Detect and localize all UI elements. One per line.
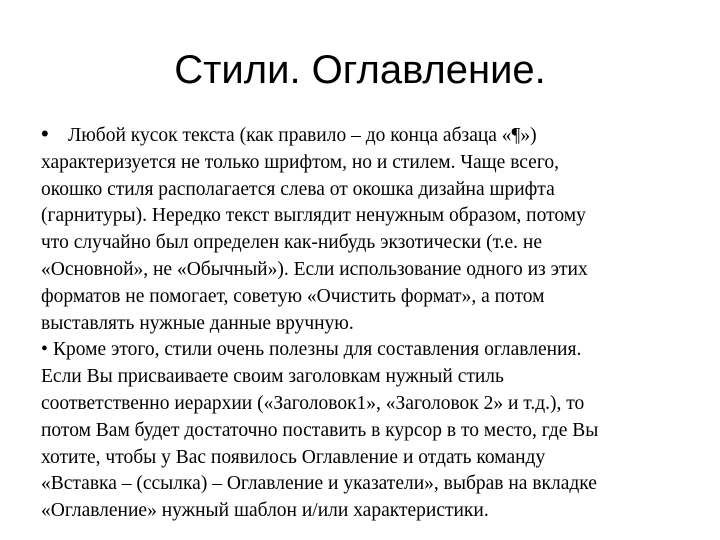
text-line: Если Вы присваиваете своим заголовкам нужный стиль (41, 366, 504, 388)
bullet-icon: • (41, 339, 48, 361)
text-line: соответственно иерархии («Заголовок1», «Заголовок 2» и т.д.), то (41, 392, 585, 414)
text-line: «Вставка – (ссылка) – Оглавление и указатели», выбрав на вкладке (41, 473, 597, 495)
paragraph-2 (41, 337, 691, 525)
text-line-content: Любой кусок текста (как правило – до конца абзаца «¶») (68, 125, 537, 146)
text-line: форматов не помогает, советую «Очистить формат», а потом (41, 285, 545, 307)
text-line: «Основной», не «Обычный»). Если использование одного из этих (41, 258, 588, 280)
text-line-content: Кроме этого, стили очень полезны для составления оглавления. (53, 339, 582, 361)
text-line: характеризуется не только шрифтом, но и стилем. Чаще всего, (41, 151, 559, 173)
slide-title: Стили. Оглавление. (174, 48, 546, 92)
bullet-icon: • (41, 121, 49, 146)
slide-body (41, 121, 691, 525)
text-line (41, 337, 691, 364)
text-line: окошко стиля располагается слева от окошка дизайна шрифта (41, 178, 555, 200)
text-line: (гарнитуры). Нередко текст выглядит ненужным образом, потому (41, 205, 586, 227)
paragraph-1 (41, 121, 691, 337)
text-line: «Оглавление» нужный шаблон и/или характеристики. (41, 500, 489, 522)
text-line: выставлять нужные данные вручную. (41, 312, 354, 334)
text-line (41, 121, 691, 150)
text-line: хотите, чтобы у Вас появилось Оглавление и отдать команду (41, 446, 546, 468)
text-line: что случайно был определен как-нибудь экзотически (т.е. не (41, 232, 543, 254)
text-line: потом Вам будет достаточно поставить в курсор в то место, где Вы (41, 419, 599, 441)
